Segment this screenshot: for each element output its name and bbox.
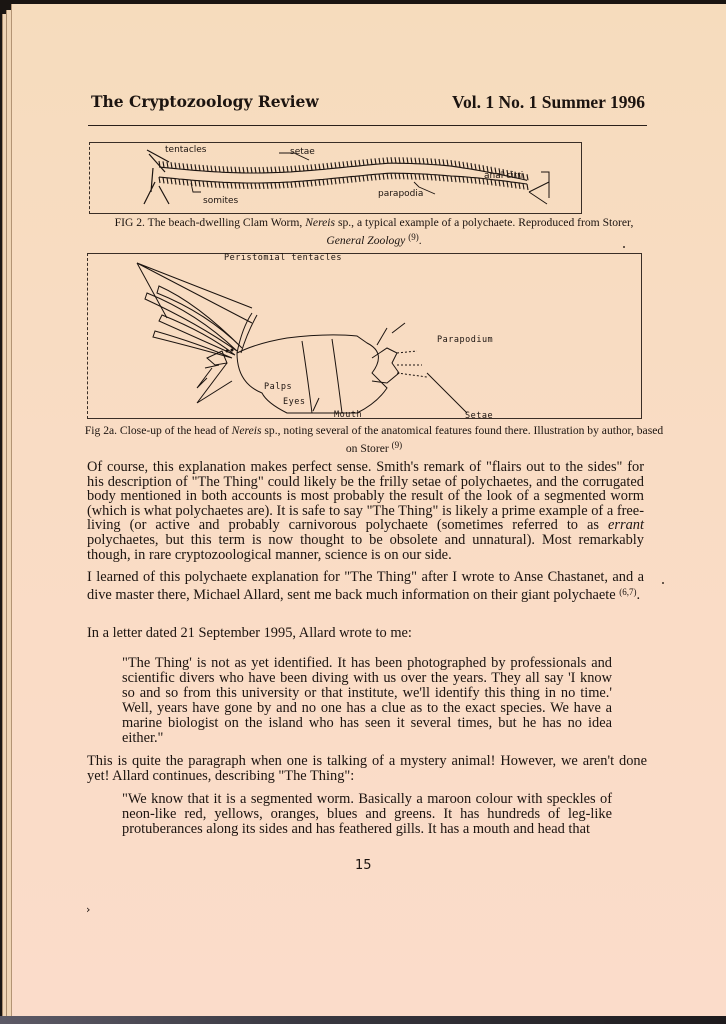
worm-seta [175,163,176,185]
paragraph-explanation: Of course, this explanation makes perfect sense. Smith's remark of "flairs out to the sides" for his description of "The Thing" could likely be the frilly setae of polychaetes, and the corrugated body mentioned in both accounts is most probably the result of the look of a segmented worm (which is what polychaetes are). It is safe to say "The Thing" is likely a prime example of a free-living (or active and probably carnivorous polychaete (sometimes referred to as errant polychaetes, but this term is now thought to be obsolete and unnatural). Most remarkably though, in rare cryptozoological manner, science is on our side. [87,459,644,563]
worm-seta [347,161,348,183]
worm-seta [263,167,264,189]
worm-seta [459,161,460,182]
worm-seta [331,163,332,185]
worm-seta [363,159,364,181]
label-parapodium: Parapodium [437,335,494,345]
worm-seta [375,158,376,180]
reference-mark: (9) [391,440,403,450]
worm-seta [243,167,244,189]
worm-seta [323,163,324,185]
worm-seta [235,167,236,189]
worm-seta [355,160,356,182]
worm-seta [183,163,184,185]
worm-seta [463,162,464,183]
worm-seta [451,160,452,182]
worm-seta [271,167,272,189]
worm-seta [391,157,392,179]
worm-seta [315,164,316,186]
label-mouth: Mouth [334,410,363,420]
worm-seta [187,164,188,186]
running-header [91,92,645,114]
worm-seta [307,165,308,187]
figure-2-caption: Fig 2a. Close-up of the head of Nereis sp., noting several of the anatomical features found there. Illustration by author, based on Storer $^{(9)}$ [84,424,664,455]
worm-seta [339,162,340,184]
book-title: General Zoology [326,234,406,247]
worm-seta [427,158,428,180]
worm-seta [215,166,216,188]
worm-seta [387,157,388,179]
label-setae: setae [290,147,315,157]
worm-seta [447,160,448,182]
worm-seta [527,174,528,190]
issue-info: Vol. 1 No. 1 Summer 1996 [452,92,645,112]
worm-seta [179,163,180,185]
label-somites: somites [203,196,239,206]
worm-seta [419,158,420,180]
genus-name: Nereis [305,216,336,229]
paragraph-chastanet: I learned of this polychaete explanation for "The Thing" after I wrote to Anse Chastanet, and a dive master there, Michael Allard, sent me back much information on their giant polychaete $^{(6,7)}$. [87,569,644,603]
label-peristomial-tentacles: Peristomial tentacles [224,253,342,263]
worm-seta [343,161,344,183]
paper-speck [662,582,664,584]
header-rule [88,125,647,126]
worm-seta [275,167,276,189]
worm-seta [379,158,380,180]
worm-seta [299,165,300,187]
genus-name: Nereis [231,424,262,437]
worm-seta [435,159,436,181]
worm-seta [467,162,468,183]
worm-seta [283,166,284,188]
worm-seta [199,165,200,187]
figure-1-caption: FIG 2. The beach-dwelling Clam Worm, Nereis sp., a typical example of a polychaete. Reproduced from Storer, General Zoology $^{(9)}$. [114,216,634,247]
worm-seta [267,167,268,189]
worm-seta [195,164,196,186]
worm-seta [415,158,416,180]
worm-seta [303,165,304,187]
table-surface [0,1016,726,1024]
worm-seta [171,162,172,184]
worm-seta [455,161,456,183]
journal-title: The Cryptozoology Review [91,92,319,111]
worm-seta [383,158,384,180]
worm-seta [359,160,360,182]
reference-mark: (9) [408,232,419,242]
blockquote-allard-1: "The Thing' is not as yet identified. It has been photographed by professionals and scientific divers who have been diving with us over the years. They all say 'I know so and so from this university or that institute, we'll identify this thing in no time.' Well, years have gone by and no one has a clue as to the exact species. We have a marine biologist on the island who has seen it several times, but he has no idea either." [122,655,612,746]
label-parapodia: parapodia [378,189,424,199]
worm-seta [159,161,160,183]
worm-seta [431,158,432,180]
worm-seta [279,166,280,188]
label-eyes: Eyes [283,397,306,407]
worm-seta [319,164,320,186]
head-illustration [87,253,640,417]
worm-seta [203,165,204,187]
label-anal-cirri: anal cirri [484,171,524,181]
worm-seta [239,167,240,189]
paragraph-letter-intro: In a letter dated 21 September 1995, Allard wrote to me: [87,625,412,641]
worm-seta [327,163,328,185]
worm-seta [351,161,352,183]
worm-seta [311,164,312,186]
worm-seta [295,166,296,188]
worm-seta [479,165,480,185]
label-tentacles: tentacles [165,145,207,155]
worm-seta [223,166,224,188]
page-number: 15 [355,858,372,873]
worm-seta [471,163,472,183]
worm-seta [475,164,476,184]
worm-seta [247,167,248,189]
worm-seta [371,159,372,181]
worm-seta [211,166,212,188]
blockquote-allard-2: "We know that it is a segmented worm. Basically a maroon colour with speckles of neon-like red, yellows, oranges, blues and greens. It has hundreds of leg-like protuberances along its sides and has feathered gills. It has a mouth and head that [122,791,612,837]
worm-seta [207,165,208,187]
worm-seta [291,166,292,188]
worm-seta [287,166,288,188]
worm-seta [443,159,444,181]
worm-seta [403,157,404,179]
label-setae: Setae [465,411,494,421]
worm-seta [423,158,424,180]
worm-seta [163,161,164,183]
worm-seta [251,167,252,189]
worm-seta [227,166,228,188]
worm-seta [395,157,396,179]
worm-seta [255,167,256,189]
worm-seta [399,157,400,179]
worm-seta [167,162,168,184]
worm-seta [439,159,440,181]
worm-seta [335,162,336,184]
paper-speck [623,246,625,248]
worm-seta [231,167,232,189]
reference-mark: (6,7) [619,586,637,597]
worm-seta [259,167,260,189]
worm-seta [407,157,408,179]
worm-seta [367,159,368,181]
worm-seta [191,164,192,186]
label-palps: Palps [264,382,293,392]
paragraph-mystery: This is quite the paragraph when one is talking of a mystery animal! However, we aren't done yet! Allard continues, describing "The Thing": [87,753,647,784]
worm-seta [219,166,220,188]
emphasis-errant: errant [608,517,644,534]
worm-seta [411,158,412,180]
margin-mark: › [86,903,91,916]
